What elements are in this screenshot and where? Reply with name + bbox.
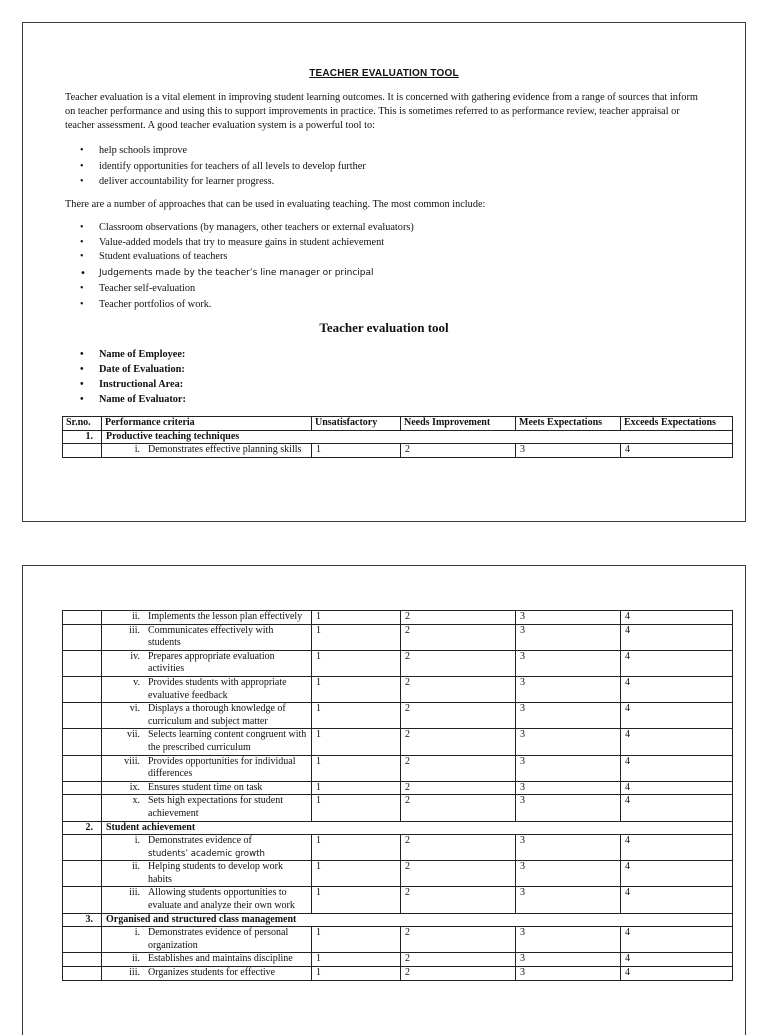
score-cell[interactable]: 2 xyxy=(401,650,516,676)
score-cell[interactable]: 4 xyxy=(621,611,733,625)
criterion-text: Displays a thorough knowledge of curriculum and subject matter xyxy=(148,703,286,727)
table-row xyxy=(63,835,733,861)
score-cell[interactable]: 4 xyxy=(621,703,733,729)
criterion-cell xyxy=(102,729,312,755)
table-row xyxy=(63,444,733,458)
criterion-number: iii. xyxy=(129,967,140,979)
criterion-text: Helping students to develop work habits xyxy=(148,861,283,885)
criterion-text-line: Demonstrates evidence of xyxy=(148,835,252,847)
table-row xyxy=(63,861,733,887)
list-item: • Teacher portfolios of work. xyxy=(65,296,414,313)
section-row xyxy=(63,913,733,927)
score-cell[interactable]: 4 xyxy=(621,967,733,981)
evaluation-table xyxy=(62,416,733,458)
score-cell[interactable]: 3 xyxy=(516,703,621,729)
criterion-number: ii. xyxy=(131,861,140,873)
score-cell[interactable]: 4 xyxy=(621,795,733,821)
table-row xyxy=(63,953,733,967)
approaches-list xyxy=(65,221,414,313)
score-cell[interactable]: 2 xyxy=(401,953,516,967)
criterion-text: Demonstrates evidence of personal organization xyxy=(148,927,289,951)
table-row xyxy=(63,887,733,913)
criterion-cell xyxy=(102,835,312,861)
score-cell[interactable]: 4 xyxy=(621,953,733,967)
criterion-text: Organizes students for effective xyxy=(148,967,276,979)
score-cell[interactable]: 1 xyxy=(312,703,401,729)
criterion-text: Allowing students opportunities to evaluate and analyze their own work xyxy=(148,887,295,912)
score-cell[interactable]: 3 xyxy=(516,795,621,821)
score-cell[interactable]: 2 xyxy=(401,781,516,795)
score-cell[interactable]: 4 xyxy=(621,650,733,676)
criterion-number: iv. xyxy=(130,650,140,662)
criterion-cell xyxy=(102,611,312,625)
list-item: • deliver accountability for learner progress. xyxy=(65,174,366,190)
score-cell[interactable]: 3 xyxy=(516,781,621,795)
score-cell[interactable]: 4 xyxy=(621,755,733,781)
score-cell[interactable]: 3 xyxy=(516,887,621,913)
criterion-number: i. xyxy=(134,835,140,847)
column-header: Performance criteria xyxy=(102,417,312,431)
criterion-cell xyxy=(102,703,312,729)
criterion-cell xyxy=(102,967,312,981)
criterion-number: vi. xyxy=(129,703,140,715)
score-cell[interactable]: 2 xyxy=(401,887,516,913)
criterion-cell xyxy=(102,861,312,887)
section-number: 2. xyxy=(63,821,102,835)
section-title: Productive teaching techniques xyxy=(102,430,733,444)
criterion-text-line: students’ academic growth xyxy=(148,848,265,859)
list-item: • Teacher self-evaluation xyxy=(65,282,414,297)
column-header: Meets Expectations xyxy=(516,417,621,431)
table-row xyxy=(63,703,733,729)
list-item: • Student evaluations of teachers xyxy=(65,250,414,265)
section-number: 1. xyxy=(63,430,102,444)
section-number: 3. xyxy=(63,913,102,927)
list-item: • Value-added models that try to measure gains in student achievement xyxy=(65,236,414,251)
score-cell[interactable]: 2 xyxy=(401,444,516,458)
score-cell[interactable]: 3 xyxy=(516,835,621,861)
criterion-text: Prepares appropriate evaluation activities xyxy=(148,650,275,675)
criterion-cell xyxy=(102,676,312,702)
score-cell[interactable]: 2 xyxy=(401,676,516,702)
score-cell[interactable]: 1 xyxy=(312,927,401,953)
score-cell[interactable]: 4 xyxy=(621,781,733,795)
criterion-number: ii. xyxy=(131,953,140,965)
criterion-text: Communicates effectively with students xyxy=(148,624,274,649)
evaluation-date-field-label: • Date of Evaluation: xyxy=(65,362,186,377)
score-cell[interactable]: 3 xyxy=(516,755,621,781)
section-title: Student achievement xyxy=(102,821,733,835)
score-cell[interactable]: 3 xyxy=(516,861,621,887)
criterion-text: Selects learning content congruent with the prescribed curriculum xyxy=(148,729,307,753)
table-row xyxy=(63,729,733,755)
score-cell[interactable]: 1 xyxy=(312,795,401,821)
score-cell[interactable]: 1 xyxy=(312,861,401,887)
criterion-number: ix. xyxy=(129,781,140,793)
intro-paragraph: Teacher evaluation is a vital element in improving student learning outcomes. It is concerned with gathering evidence from a range of sources that inform on teacher performance and using this to support improvements in practice. This is sometimes referred to as performance review, teacher appraisal or teacher assessment. A good teacher evaluation system is a powerful tool to: xyxy=(65,92,698,131)
table-header-row xyxy=(63,417,733,431)
column-header: Unsatisfactory xyxy=(312,417,401,431)
list-item: • help schools improve xyxy=(65,143,366,159)
score-cell[interactable]: 3 xyxy=(516,650,621,676)
criterion-number: ii. xyxy=(131,611,140,622)
criterion-cell xyxy=(102,444,312,458)
score-cell[interactable]: 2 xyxy=(401,611,516,625)
score-cell[interactable]: 4 xyxy=(621,861,733,887)
score-cell[interactable]: 1 xyxy=(312,835,401,861)
purposes-list xyxy=(65,143,366,190)
column-header: Exceeds Expectations xyxy=(621,417,733,431)
score-cell[interactable]: 1 xyxy=(312,624,401,650)
evaluation-table-continued xyxy=(62,610,733,981)
score-cell[interactable]: 3 xyxy=(516,953,621,967)
list-item: • Judgements made by the teacher’s line manager or principal xyxy=(65,265,414,282)
score-cell[interactable]: 3 xyxy=(516,927,621,953)
score-cell[interactable]: 2 xyxy=(401,927,516,953)
score-cell[interactable]: 1 xyxy=(312,953,401,967)
approaches-intro-paragraph: There are a number of approaches that can be used in evaluating teaching. The most common include: xyxy=(65,199,486,210)
score-cell[interactable]: 2 xyxy=(401,967,516,981)
criterion-text: Sets high expectations for student achievement xyxy=(148,795,283,819)
criterion-cell xyxy=(102,927,312,953)
score-cell[interactable]: 1 xyxy=(312,729,401,755)
score-cell[interactable]: 1 xyxy=(312,781,401,795)
score-cell[interactable]: 2 xyxy=(401,861,516,887)
criterion-text: Provides students with appropriate evaluative feedback xyxy=(148,676,287,701)
section-row xyxy=(63,430,733,444)
criterion-cell xyxy=(102,781,312,795)
criterion-cell xyxy=(102,624,312,650)
score-cell[interactable]: 4 xyxy=(621,444,733,458)
score-cell[interactable]: 2 xyxy=(401,729,516,755)
table-row xyxy=(63,650,733,676)
document-page-2 xyxy=(22,565,746,1035)
table-row xyxy=(63,624,733,650)
table-row xyxy=(63,755,733,781)
score-cell[interactable]: 1 xyxy=(312,967,401,981)
list-item: • identify opportunities for teachers of all levels to develop further xyxy=(65,159,366,175)
score-cell[interactable]: 3 xyxy=(516,967,621,981)
score-cell[interactable]: 4 xyxy=(621,676,733,702)
table-row xyxy=(63,781,733,795)
column-header: Needs Improvement xyxy=(401,417,516,431)
table-row xyxy=(63,927,733,953)
criterion-number: vii. xyxy=(126,729,140,741)
list-item: • Classroom observations (by managers, other teachers or external evaluators) xyxy=(65,221,414,236)
section-subtitle: Teacher evaluation tool xyxy=(319,320,449,335)
score-cell[interactable]: 1 xyxy=(312,887,401,913)
table-row xyxy=(63,795,733,821)
score-cell[interactable]: 1 xyxy=(312,650,401,676)
criterion-text: Ensures student time on task xyxy=(148,781,263,793)
criterion-cell xyxy=(102,795,312,821)
score-cell[interactable]: 3 xyxy=(516,444,621,458)
criterion-text: Demonstrates effective planning skills xyxy=(148,444,302,456)
score-cell[interactable]: 2 xyxy=(401,795,516,821)
score-cell[interactable]: 4 xyxy=(621,835,733,861)
criterion-number: iii. xyxy=(129,624,140,636)
score-cell[interactable]: 4 xyxy=(621,927,733,953)
score-cell[interactable]: 3 xyxy=(516,676,621,702)
score-cell[interactable]: 3 xyxy=(516,729,621,755)
score-cell[interactable]: 4 xyxy=(621,624,733,650)
criterion-number: i. xyxy=(134,927,140,939)
score-cell[interactable]: 4 xyxy=(621,729,733,755)
score-cell[interactable]: 2 xyxy=(401,703,516,729)
evaluation-fields-list xyxy=(65,347,186,407)
criterion-text: Establishes and maintains discipline xyxy=(148,953,293,965)
table-row xyxy=(63,676,733,702)
score-cell[interactable]: 1 xyxy=(312,611,401,625)
column-header: Sr.no. xyxy=(63,417,102,431)
section-row xyxy=(63,821,733,835)
criterion-cell xyxy=(102,887,312,913)
employee-name-field-label: • Name of Employee: xyxy=(65,347,186,362)
table-row xyxy=(63,967,733,981)
criterion-number: x. xyxy=(132,795,140,807)
criterion-cell xyxy=(102,953,312,967)
document-page-1 xyxy=(22,22,746,522)
evaluator-name-field-label: • Name of Evaluator: xyxy=(65,392,186,407)
criterion-number: v. xyxy=(133,676,140,688)
document-title: TEACHER EVALUATION TOOL xyxy=(309,68,459,79)
score-cell[interactable]: 2 xyxy=(401,624,516,650)
score-cell[interactable]: 2 xyxy=(401,755,516,781)
score-cell[interactable]: 3 xyxy=(516,624,621,650)
criterion-text: Provides opportunities for individual differences xyxy=(148,755,296,780)
score-cell[interactable]: 1 xyxy=(312,444,401,458)
instructional-area-field-label: • Instructional Area: xyxy=(65,377,186,392)
criterion-number: i. xyxy=(134,444,140,456)
criterion-number: viii. xyxy=(124,755,140,767)
section-title: Organised and structured class management xyxy=(102,913,733,927)
criterion-cell xyxy=(102,650,312,676)
criterion-cell xyxy=(102,755,312,781)
criterion-text: Implements the lesson plan effectively xyxy=(148,611,303,622)
table-row xyxy=(63,611,733,625)
score-cell[interactable]: 2 xyxy=(401,835,516,861)
criterion-text xyxy=(148,835,311,860)
criterion-number: iii. xyxy=(129,887,140,899)
score-cell[interactable]: 1 xyxy=(312,755,401,781)
score-cell[interactable]: 3 xyxy=(516,611,621,625)
score-cell[interactable]: 4 xyxy=(621,887,733,913)
score-cell[interactable]: 1 xyxy=(312,676,401,702)
